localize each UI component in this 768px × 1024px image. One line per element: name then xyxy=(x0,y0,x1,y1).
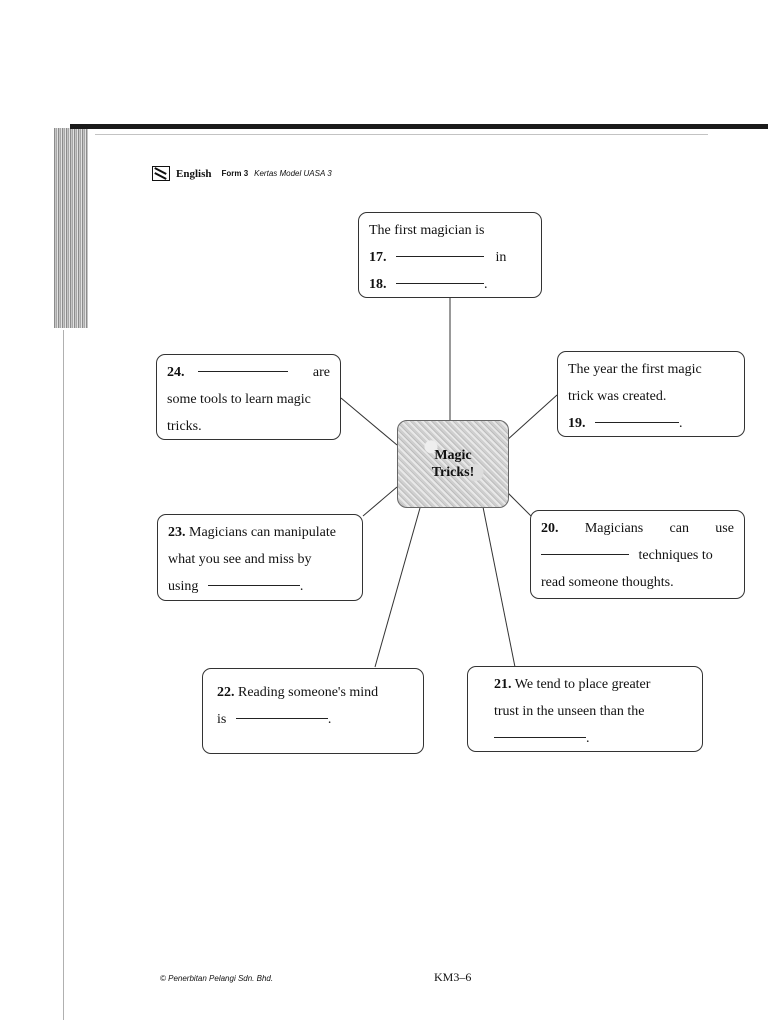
q21-answer-blank[interactable] xyxy=(494,737,586,738)
header-paper: Kertas Model UASA 3 xyxy=(254,169,332,178)
q20-answer-blank[interactable] xyxy=(541,554,629,555)
connector-left xyxy=(363,487,397,516)
q22-number: 22. xyxy=(217,685,235,700)
box-q21 xyxy=(467,666,703,752)
q22-line1: Reading someone's mind xyxy=(238,685,379,700)
q20-line3: read someone thoughts. xyxy=(541,575,674,590)
q18-period: . xyxy=(484,277,488,292)
q23-using: using xyxy=(168,579,199,594)
q21-line2: trust in the unseen than the xyxy=(494,704,645,719)
q20-number: 20. xyxy=(541,521,559,536)
q21-period: . xyxy=(586,731,590,746)
connector-bottom-left xyxy=(375,508,420,667)
q18-number: 18. xyxy=(369,277,387,292)
q19-line2: trick was created. xyxy=(568,389,667,404)
box-q17-18 xyxy=(358,212,542,298)
q22-period: . xyxy=(327,712,332,727)
q24-number: 24. xyxy=(167,365,185,380)
connector-bottom-right xyxy=(483,507,515,667)
q23-number: 23. xyxy=(168,525,186,540)
box-q23 xyxy=(157,514,363,601)
header-subject: English xyxy=(176,167,212,180)
connector-top-left xyxy=(341,398,397,445)
footer-page-number: KM3–6 xyxy=(434,970,472,984)
q17-answer-blank[interactable] xyxy=(396,256,484,257)
q23-line1: Magicians can manipulate xyxy=(189,525,336,540)
magic-tricks-center xyxy=(397,420,509,508)
q20-word3: use xyxy=(715,521,734,536)
q21-number: 21. xyxy=(494,677,512,692)
q19-line1: The year the first magic xyxy=(568,362,702,377)
q22-answer-blank[interactable] xyxy=(236,718,328,719)
q23-answer-blank[interactable] xyxy=(208,585,300,586)
center-line1: Magic xyxy=(434,448,472,463)
q24-are: are xyxy=(312,365,330,380)
q17-18-text: The first magician is xyxy=(369,223,485,238)
q19-number: 19. xyxy=(568,416,586,431)
connector-top-right xyxy=(506,395,557,441)
q18-answer-blank[interactable] xyxy=(396,283,484,284)
box-q22 xyxy=(202,668,424,754)
q20-line2: techniques to xyxy=(638,548,713,563)
q21-line1: We tend to place greater xyxy=(514,677,651,692)
q17-number: 17. xyxy=(369,250,387,265)
q20-word1: Magicians xyxy=(584,521,644,536)
connector-right xyxy=(507,492,531,516)
box-q19 xyxy=(557,351,745,437)
q24-answer-blank[interactable] xyxy=(198,371,288,372)
q17-in-word: in xyxy=(495,250,507,265)
box-q20 xyxy=(530,510,745,599)
center-line2: Tricks! xyxy=(431,465,475,480)
q19-period: . xyxy=(679,416,683,431)
footer-publisher: © Penerbitan Pelangi Sdn. Bhd. xyxy=(160,974,274,983)
q23-period: . xyxy=(299,579,304,594)
q20-word2: can xyxy=(669,521,689,536)
q24-line2: some tools to learn magic xyxy=(167,392,311,407)
box-q24 xyxy=(156,354,341,440)
q19-answer-blank[interactable] xyxy=(595,422,679,423)
header-form: Form 3 xyxy=(221,169,249,178)
q23-line2: what you see and miss by xyxy=(168,552,312,567)
q24-line3: tricks. xyxy=(167,419,202,434)
q22-is: is xyxy=(217,712,227,727)
